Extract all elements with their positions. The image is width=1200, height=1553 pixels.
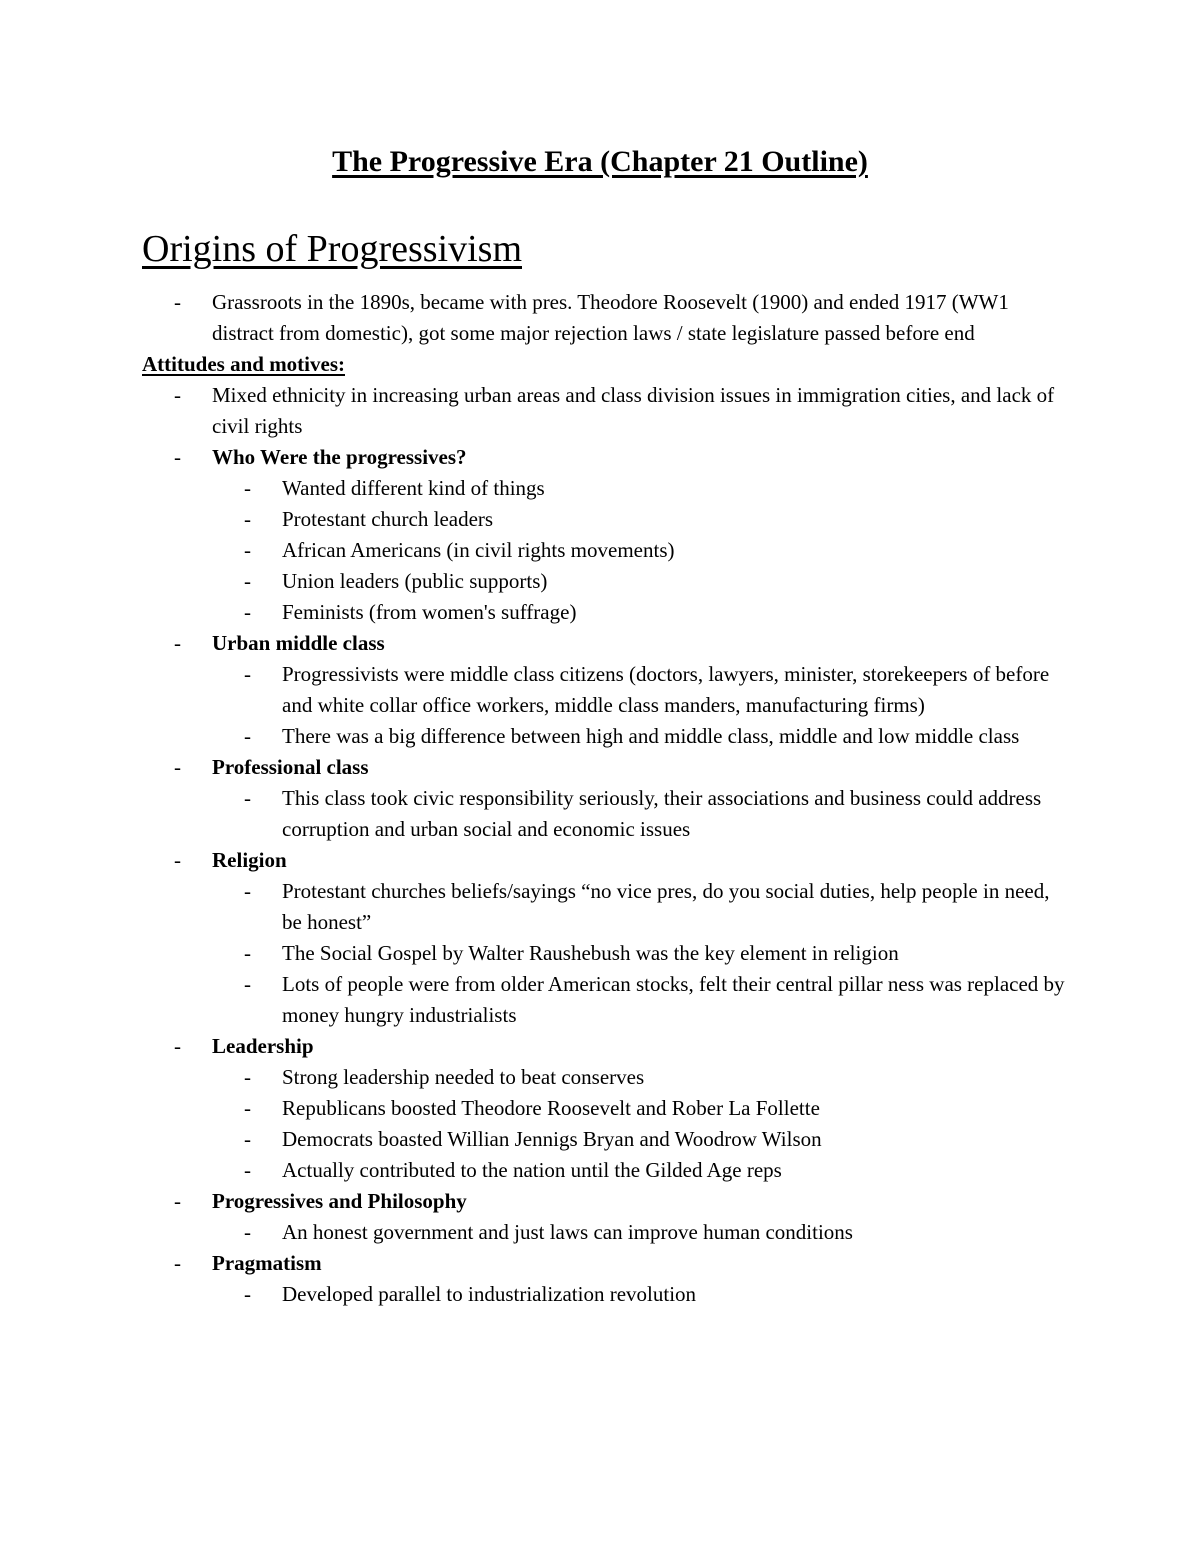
sub-list bbox=[212, 1217, 1072, 1248]
bullet-dash: - bbox=[244, 507, 251, 531]
sub-list-item-text: Lots of people were from older American stocks, felt their central pillar ness was replaced by money hungry industrialists bbox=[282, 972, 1065, 1027]
topic-heading: Progressives and Philosophy bbox=[212, 1189, 467, 1213]
list-item bbox=[142, 287, 1072, 349]
sub-list-item-text: An honest government and just laws can improve human conditions bbox=[282, 1220, 853, 1244]
section-heading: Origins of Progressivism bbox=[142, 228, 522, 270]
sub-list bbox=[212, 659, 1072, 752]
sub-list-item bbox=[212, 1217, 1072, 1248]
sub-list-item bbox=[212, 969, 1072, 1031]
sub-list-item bbox=[212, 938, 1072, 969]
outline-content bbox=[142, 287, 1072, 1310]
sub-list bbox=[212, 1279, 1072, 1310]
bullet-dash: - bbox=[174, 1189, 181, 1213]
sub-list-item bbox=[212, 1155, 1072, 1186]
bullet-dash: - bbox=[244, 724, 251, 748]
bullet-dash: - bbox=[244, 1065, 251, 1089]
sub-list bbox=[212, 473, 1072, 628]
bullet-dash: - bbox=[174, 1251, 181, 1275]
sub-list-item bbox=[212, 535, 1072, 566]
sub-list-item bbox=[212, 566, 1072, 597]
sub-list-item bbox=[212, 783, 1072, 845]
list-item-text: Mixed ethnicity in increasing urban areas and class division issues in immigration cities, and lack of civil rights bbox=[212, 383, 1055, 438]
sub-list-item bbox=[212, 597, 1072, 628]
sub-list bbox=[212, 783, 1072, 845]
sub-list-item-text: African Americans (in civil rights movements) bbox=[282, 538, 675, 562]
topic-heading: Leadership bbox=[212, 1034, 314, 1058]
document-title: The Progressive Era (Chapter 21 Outline) bbox=[332, 145, 868, 178]
sub-list-item-text: This class took civic responsibility seriously, their associations and business could address corruption and urban social and economic issues bbox=[282, 786, 1042, 841]
sub-list bbox=[212, 876, 1072, 1031]
bullet-dash: - bbox=[174, 290, 181, 314]
bullet-dash: - bbox=[174, 383, 181, 407]
bullet-dash: - bbox=[244, 476, 251, 500]
sub-list-item bbox=[212, 473, 1072, 504]
subheading-attitudes: Attitudes and motives: bbox=[142, 352, 345, 376]
bullet-dash: - bbox=[174, 631, 181, 655]
sub-list-item-text: Protestant churches beliefs/sayings “no vice pres, do you social duties, help people in need, be honest” bbox=[282, 879, 1050, 934]
main-outline-list bbox=[142, 380, 1072, 1310]
bullet-dash: - bbox=[174, 1034, 181, 1058]
sub-list-item bbox=[212, 504, 1072, 535]
list-item bbox=[142, 442, 1072, 628]
bullet-dash: - bbox=[244, 538, 251, 562]
sub-list-item bbox=[212, 1124, 1072, 1155]
intro-list bbox=[142, 287, 1072, 349]
bullet-dash: - bbox=[244, 1282, 251, 1306]
sub-list-item-text: Union leaders (public supports) bbox=[282, 569, 548, 593]
bullet-dash: - bbox=[174, 848, 181, 872]
list-item bbox=[142, 628, 1072, 752]
bullet-dash: - bbox=[174, 445, 181, 469]
list-item bbox=[142, 752, 1072, 845]
list-item bbox=[142, 845, 1072, 1031]
topic-heading: Religion bbox=[212, 848, 287, 872]
bullet-dash: - bbox=[244, 786, 251, 810]
sub-list-item bbox=[212, 1093, 1072, 1124]
sub-list-item-text: Republicans boosted Theodore Roosevelt and Rober La Follette bbox=[282, 1096, 820, 1120]
sub-list-item bbox=[212, 876, 1072, 938]
bullet-dash: - bbox=[244, 1220, 251, 1244]
bullet-dash: - bbox=[244, 879, 251, 903]
sub-list-item-text: The Social Gospel by Walter Raushebush was the key element in religion bbox=[282, 941, 899, 965]
list-item bbox=[142, 1186, 1072, 1248]
sub-list-item-text: Strong leadership needed to beat conserves bbox=[282, 1065, 645, 1089]
topic-heading: Pragmatism bbox=[212, 1251, 322, 1275]
bullet-dash: - bbox=[244, 600, 251, 624]
bullet-dash: - bbox=[244, 1096, 251, 1120]
sub-list-item bbox=[212, 1279, 1072, 1310]
sub-list-item bbox=[212, 659, 1072, 721]
sub-list-item-text: Developed parallel to industrialization revolution bbox=[282, 1282, 697, 1306]
sub-list-item bbox=[212, 721, 1072, 752]
bullet-dash: - bbox=[244, 662, 251, 686]
list-item bbox=[142, 380, 1072, 442]
list-item bbox=[142, 1248, 1072, 1310]
sub-list-item bbox=[212, 1062, 1072, 1093]
bullet-dash: - bbox=[244, 1127, 251, 1151]
sub-list bbox=[212, 1062, 1072, 1186]
sub-list-item-text: Actually contributed to the nation until the Gilded Age reps bbox=[282, 1158, 782, 1182]
bullet-dash: - bbox=[244, 569, 251, 593]
topic-heading: Professional class bbox=[212, 755, 369, 779]
topic-heading: Who Were the progressives? bbox=[212, 445, 467, 469]
sub-list-item-text: Democrats boasted Willian Jennigs Bryan and Woodrow Wilson bbox=[282, 1127, 822, 1151]
bullet-dash: - bbox=[174, 755, 181, 779]
topic-heading: Urban middle class bbox=[212, 631, 385, 655]
sub-list-item-text: Feminists (from women's suffrage) bbox=[282, 600, 577, 624]
list-item-text: Grassroots in the 1890s, became with pres. Theodore Roosevelt (1900) and ended 1917 (WW1 distract from domestic), got some major rejection laws / state legislature passed before end bbox=[212, 290, 1009, 345]
bullet-dash: - bbox=[244, 941, 251, 965]
bullet-dash: - bbox=[244, 972, 251, 996]
bullet-dash: - bbox=[244, 1158, 251, 1182]
sub-list-item-text: Progressivists were middle class citizens (doctors, lawyers, minister, storekeepers of before and white collar office workers, middle class manders, manufacturing firms) bbox=[282, 662, 1050, 717]
sub-list-item-text: Wanted different kind of things bbox=[282, 476, 545, 500]
sub-list-item-text: Protestant church leaders bbox=[282, 507, 494, 531]
sub-list-item-text: There was a big difference between high and middle class, middle and low middle class bbox=[282, 724, 1020, 748]
list-item bbox=[142, 1031, 1072, 1186]
